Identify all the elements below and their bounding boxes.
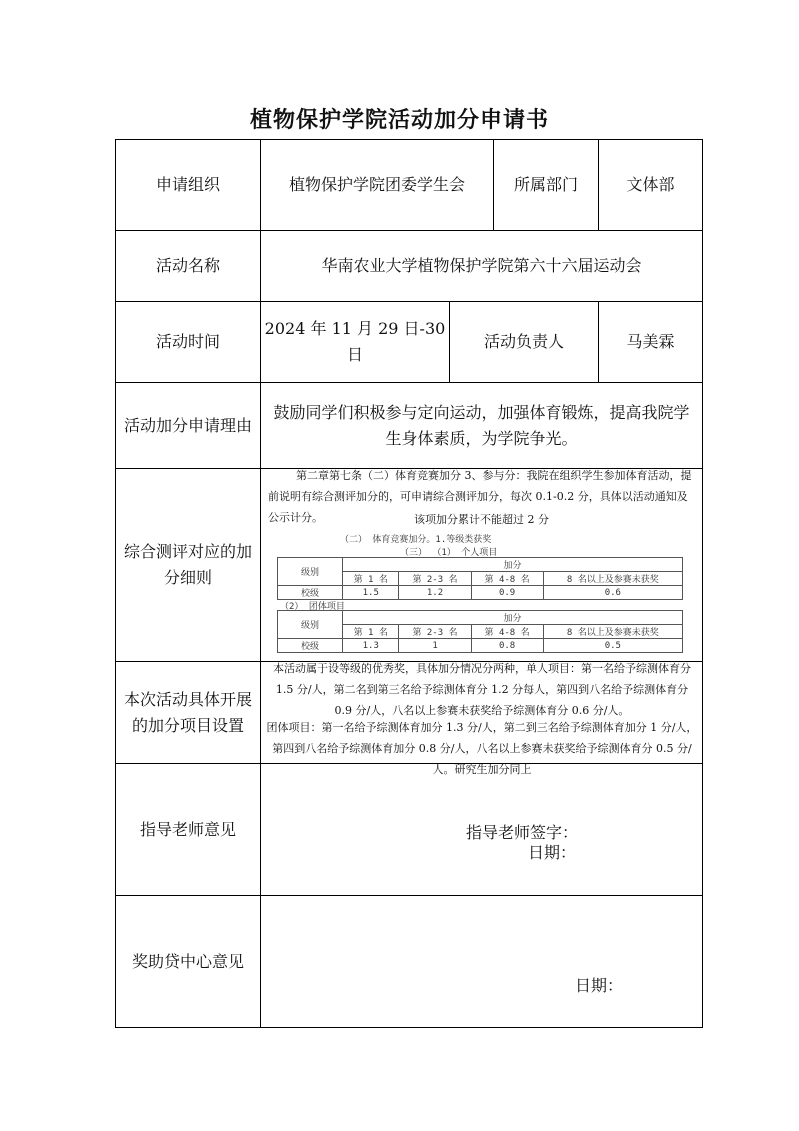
table-cell: 8 名以上及参赛未获奖	[543, 572, 682, 586]
leader-value: 马美霖	[626, 332, 675, 352]
rules-label: 综合测评对应的加分细则	[124, 542, 253, 587]
rules-limit: 该项加分累计不能超过 2 分	[414, 513, 549, 526]
dept-value: 文体部	[626, 175, 675, 195]
table-cell: 级别	[278, 611, 343, 639]
scan-heading: （二） 体育竞赛加分。1.等级类获奖	[340, 535, 492, 545]
activity-name-value: 华南农业大学植物保护学院第六十六届运动会	[321, 256, 642, 276]
org-value: 植物保护学院团委学生会	[288, 175, 465, 195]
table-cell: 1	[399, 639, 471, 653]
center-date: 日期：	[575, 976, 624, 995]
org-label: 申请组织	[155, 175, 220, 195]
reason-label: 活动加分申请理由	[123, 415, 252, 435]
table-cell: 1.2	[399, 586, 471, 600]
table-cell: 加分	[343, 611, 683, 625]
team-score-table	[277, 610, 683, 653]
dept-label: 所属部门	[513, 175, 578, 195]
rules-text: 第二章第七条（二）体育竞赛加分 3、参与分：我院在组织学生参加体育活动，提前说明有综合测评加分的，可申请综合测评加分，每次 0.1-0.2 分，具体以活动通知及公示计分。	[268, 469, 692, 524]
setup-text-individual: 本活动属于设等级的优秀奖，具体加分情况分两种，单人项目：第一名给予综测体育分 1.5 分/人，第二名到第三名给予综测体育分 1.2 分每人，第四到八名给予综测体育分 0.9 分/人，八名以上参赛未获奖给予综测体育分 0.6 分/人。	[273, 662, 691, 717]
table-cell: 1.3	[343, 639, 399, 653]
table-cell: 校级	[278, 586, 343, 600]
activity-time-label: 活动时间	[155, 332, 220, 352]
individual-score-table	[277, 557, 683, 600]
table-cell: 加分	[343, 558, 683, 572]
leader-label: 活动负责人	[483, 332, 564, 352]
table-cell: 级别	[278, 558, 343, 586]
table-bottom-border	[115, 1027, 703, 1028]
center-opinion-label: 奖助贷中心意见	[131, 951, 244, 971]
table-cell: 8 名以上及参赛未获奖	[543, 625, 682, 639]
activity-name-label: 活动名称	[155, 256, 220, 276]
table-cell: 0.9	[471, 586, 543, 600]
table-cell: 校级	[278, 639, 343, 653]
table-cell: 第 2-3 名	[399, 572, 471, 586]
page-title: 植物保护学院活动加分申请书	[249, 107, 549, 133]
table-cell: 1.5	[343, 586, 399, 600]
table-cell: 第 2-3 名	[399, 625, 471, 639]
teacher-date: 日期：	[528, 843, 577, 862]
teacher-opinion-label: 指导老师意见	[139, 819, 236, 839]
setup-label: 本次活动具体开展的加分项目设置	[124, 689, 253, 735]
table-cell: 第 4-8 名	[471, 572, 543, 586]
scan-individual-caption: （三） （1） 个人项目	[400, 548, 498, 558]
setup-text-team: 团体项目：第一名给予综测体育加分 1.3 分/人，第二到三名给予综测体育加分 1 分/人，第四到八名给予综测体育加分 0.8 分/人，八名以上参赛未获奖给予综测体育分 0.5 分/人。研究生加分同上	[266, 721, 698, 776]
activity-time-value: 2024 年 11 月 29 日-30 日	[264, 319, 446, 364]
table-cell: 0.8	[471, 639, 543, 653]
table-cell: 第 1 名	[343, 625, 399, 639]
reason-value: 鼓励同学们积极参与定向运动，加强体育锻炼，提高我院学生身体素质，为学院争光。	[273, 402, 690, 448]
table-cell: 0.5	[543, 639, 682, 653]
table-right-border	[702, 139, 703, 1028]
scan-team-caption: （2） 团体项目	[280, 602, 345, 612]
teacher-signature: 指导老师签字：	[466, 823, 579, 842]
table-cell: 0.6	[543, 586, 682, 600]
table-cell: 第 1 名	[343, 572, 399, 586]
table-cell: 第 4-8 名	[471, 625, 543, 639]
